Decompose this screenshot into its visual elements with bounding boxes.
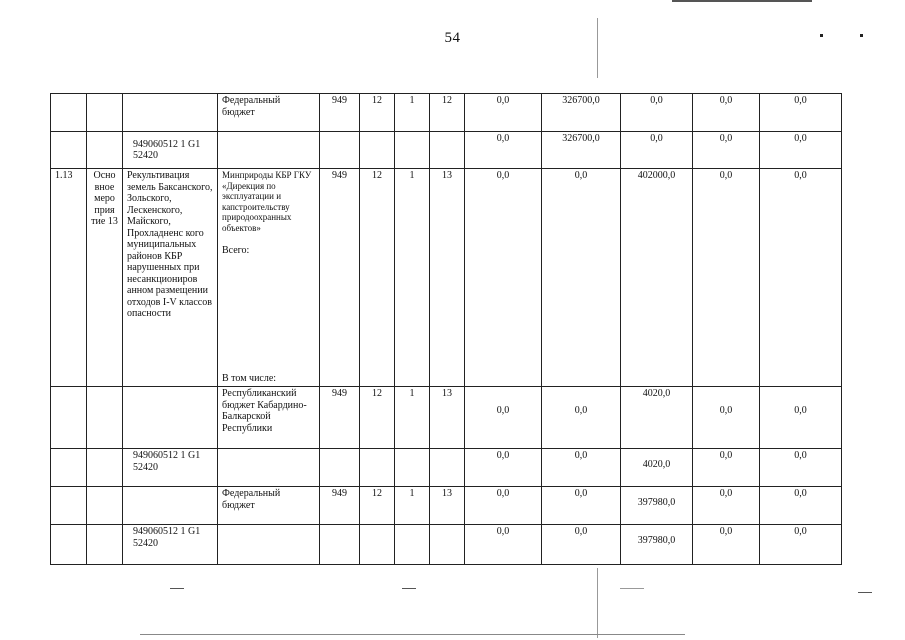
- csr-cell: 13: [430, 487, 465, 525]
- value-cell-year-4: 0,0: [693, 449, 760, 487]
- row-name-cell: Рекультивация земель Баксанского, Зольского, Лескенского, Майского, Прохладненс кого муниципальных районов КБР нарушенных при несанкциониров анном размещении отходов I-V классов опасности: [123, 169, 218, 387]
- grbs-cell: 949: [320, 387, 360, 449]
- value-cell-year-4: 0,0: [693, 487, 760, 525]
- kbk-code-cell: 949060512 1 G1 52420: [123, 525, 218, 565]
- table-row: [51, 387, 842, 449]
- value-cell-year-5: 0,0: [760, 525, 842, 565]
- pr-cell: 1: [395, 94, 430, 132]
- row-type-cell: [87, 94, 123, 132]
- csr-cell: [430, 132, 465, 169]
- value-cell-year-2: 0,0: [542, 487, 621, 525]
- row-index-cell: [51, 132, 87, 169]
- value-cell-year-1: 0,0: [465, 169, 542, 387]
- scan-artifact-fold-line: [597, 568, 598, 638]
- row-index-cell: [51, 387, 87, 449]
- executor-cell: Федеральный бюджет: [218, 487, 320, 525]
- grbs-cell: 949: [320, 487, 360, 525]
- scan-artifact-dash: [858, 592, 872, 593]
- value-cell-year-5: 0,0: [760, 169, 842, 387]
- table-row: [51, 132, 842, 169]
- value-cell-year-3: 4020,0: [621, 449, 693, 487]
- row-index-cell: [51, 449, 87, 487]
- value-cell-year-3: 0,0: [621, 94, 693, 132]
- value-cell-year-3: 402000,0: [621, 169, 693, 387]
- executor-name: Минприроды КБР ГКУ «Дирекция по эксплуатации и капстроительству природоохранных объектов»: [222, 170, 312, 233]
- value-cell-year-2: 326700,0: [542, 132, 621, 169]
- executor-cell: Федеральный бюджет: [218, 94, 320, 132]
- scan-artifact-dot: [860, 34, 863, 37]
- row-index-cell: [51, 487, 87, 525]
- row-type-cell: [87, 525, 123, 565]
- value-cell-year-4: 0,0: [693, 169, 760, 387]
- row-index-cell: [51, 525, 87, 565]
- pr-cell: 1: [395, 487, 430, 525]
- value-cell-year-4: 0,0: [693, 94, 760, 132]
- value-cell-year-5: 0,0: [760, 387, 842, 449]
- row-index-cell: 1.13: [51, 169, 87, 387]
- value-cell-year-1: 0,0: [465, 387, 542, 449]
- value-cell-year-3: 397980,0: [621, 487, 693, 525]
- value-cell-year-2: 0,0: [542, 169, 621, 387]
- table-row: [51, 487, 842, 525]
- csr-cell: 13: [430, 169, 465, 387]
- executor-cell: [218, 132, 320, 169]
- scan-artifact-dot: [820, 34, 823, 37]
- value-cell-year-5: 0,0: [760, 132, 842, 169]
- table-row: [51, 449, 842, 487]
- value-cell-year-5: 0,0: [760, 487, 842, 525]
- row-name-cell: [123, 387, 218, 449]
- value-cell-year-2: 0,0: [542, 449, 621, 487]
- scan-artifact-bottom-line: [140, 634, 685, 635]
- value-cell-year-2: 0,0: [542, 387, 621, 449]
- pr-cell: 1: [395, 387, 430, 449]
- grbs-cell: [320, 525, 360, 565]
- value-cell-year-1: 0,0: [465, 525, 542, 565]
- scan-artifact-top-line: [672, 0, 812, 2]
- rz-cell: [360, 525, 395, 565]
- kbk-code-cell: 949060512 1 G1 52420: [123, 449, 218, 487]
- executor-cell: [218, 525, 320, 565]
- row-type-cell: [87, 487, 123, 525]
- row-name-cell: [123, 94, 218, 132]
- rz-cell: [360, 449, 395, 487]
- scan-artifact-dash: [620, 588, 644, 589]
- csr-cell: [430, 449, 465, 487]
- csr-cell: [430, 525, 465, 565]
- table-row: [51, 94, 842, 132]
- csr-cell: 13: [430, 387, 465, 449]
- value-cell-year-1: 0,0: [465, 487, 542, 525]
- value-cell-year-3: 4020,0: [621, 387, 693, 449]
- executor-cell: Республиканский бюджет Кабардино-Балкарской Республики: [218, 387, 320, 449]
- rz-cell: 12: [360, 94, 395, 132]
- value-cell-year-5: 0,0: [760, 94, 842, 132]
- grbs-cell: 949: [320, 169, 360, 387]
- row-name-cell: [123, 487, 218, 525]
- executor-including-label: В том числе:: [222, 372, 277, 384]
- kbk-code-cell: 949060512 1 G1 52420: [123, 132, 218, 169]
- scan-artifact-fold-line: [597, 18, 598, 78]
- row-type-cell: [87, 387, 123, 449]
- grbs-cell: [320, 132, 360, 169]
- csr-cell: 12: [430, 94, 465, 132]
- executor-cell: [218, 169, 320, 387]
- rz-cell: 12: [360, 487, 395, 525]
- grbs-cell: 949: [320, 94, 360, 132]
- rz-cell: 12: [360, 169, 395, 387]
- budget-table: [50, 93, 842, 565]
- table-row: [51, 525, 842, 565]
- value-cell-year-4: 0,0: [693, 132, 760, 169]
- row-index-cell: [51, 94, 87, 132]
- value-cell-year-2: 326700,0: [542, 94, 621, 132]
- grbs-cell: [320, 449, 360, 487]
- scan-artifact-dash: [402, 588, 416, 589]
- value-cell-year-1: 0,0: [465, 449, 542, 487]
- pr-cell: 1: [395, 169, 430, 387]
- value-cell-year-2: 0,0: [542, 525, 621, 565]
- value-cell-year-4: 0,0: [693, 525, 760, 565]
- value-cell-year-5: 0,0: [760, 449, 842, 487]
- executor-cell: [218, 449, 320, 487]
- pr-cell: [395, 449, 430, 487]
- pr-cell: [395, 132, 430, 169]
- pr-cell: [395, 525, 430, 565]
- executor-total-label: Всего:: [222, 245, 250, 256]
- rz-cell: [360, 132, 395, 169]
- row-type-cell: [87, 132, 123, 169]
- rz-cell: 12: [360, 387, 395, 449]
- row-type-cell: Осно вное меро прия тие 13: [87, 169, 123, 387]
- value-cell-year-3: 0,0: [621, 132, 693, 169]
- page-number: 54: [444, 30, 461, 46]
- value-cell-year-1: 0,0: [465, 132, 542, 169]
- value-cell-year-3: 397980,0: [621, 525, 693, 565]
- value-cell-year-4: 0,0: [693, 387, 760, 449]
- value-cell-year-1: 0,0: [465, 94, 542, 132]
- scan-artifact-dash: [170, 588, 184, 589]
- row-type-cell: [87, 449, 123, 487]
- table-row: [51, 169, 842, 387]
